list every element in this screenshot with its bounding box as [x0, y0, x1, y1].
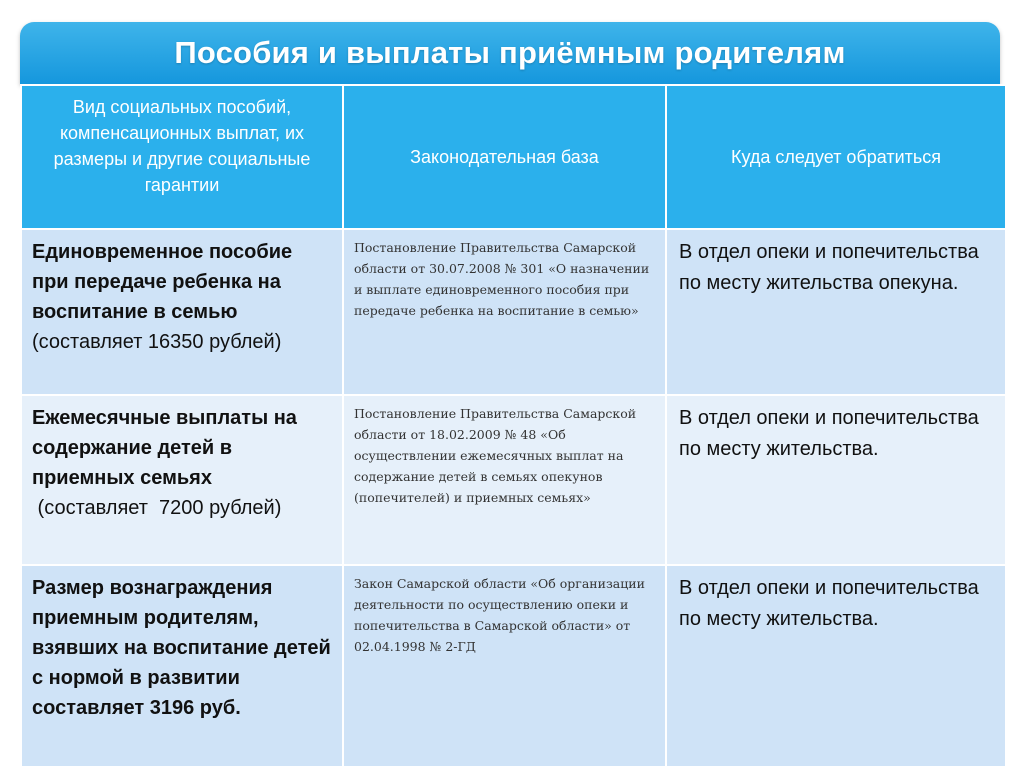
- where-to-apply-cell: В отдел опеки и попечительства по месту жительства.: [666, 395, 1006, 565]
- header-benefit-type: Вид социальных пособий, компенсационных выплат, их размеры и другие социальные гарантии: [21, 85, 343, 229]
- benefit-name: Размер вознаграждения приемным родителям, взявших на воспитание детей с нормой в развитии составляет 3196 руб.: [32, 577, 331, 719]
- legal-basis-cell: Постановление Правительства Самарской области от 18.02.2009 № 48 «Об осуществлении ежемесячных выплат на содержание детей в семьях опекунов (попечителей) и приемных семьях»: [343, 395, 666, 565]
- table-row: [21, 565, 1006, 767]
- table-row: [21, 229, 1006, 395]
- header-where-to-apply: Куда следует обратиться: [666, 85, 1006, 229]
- header-legal-basis: Законодательная база: [343, 85, 666, 229]
- benefit-cell: [21, 395, 343, 565]
- legal-basis-cell: Закон Самарской области «Об организации деятельности по осуществлению опеки и попечительства в Самарской области» от 02.04.1998 № 2-ГД: [343, 565, 666, 767]
- benefit-amount: (составляет 7200 рублей): [32, 497, 282, 519]
- benefit-cell: [21, 229, 343, 395]
- benefit-amount: (составляет 16350 рублей): [32, 331, 282, 353]
- table-row: [21, 395, 1006, 565]
- legal-basis-cell: Постановление Правительства Самарской области от 30.07.2008 № 301 «О назначении и выплате единовременного пособия при передаче ребенка на воспитание в семью»: [343, 229, 666, 395]
- benefit-name: Единовременное пособие при передаче ребенка на воспитание в семью: [32, 241, 293, 323]
- benefit-name: Ежемесячные выплаты на содержание детей в приемных семьях: [32, 407, 297, 489]
- benefit-cell: [21, 565, 343, 767]
- table-header-row: [21, 85, 1006, 229]
- slide-title: Пособия и выплаты приёмным родителям: [174, 35, 846, 70]
- where-to-apply-cell: В отдел опеки и попечительства по месту жительства.: [666, 565, 1006, 767]
- benefits-table: [20, 84, 1007, 768]
- where-to-apply-cell: В отдел опеки и попечительства по месту жительства опекуна.: [666, 229, 1006, 395]
